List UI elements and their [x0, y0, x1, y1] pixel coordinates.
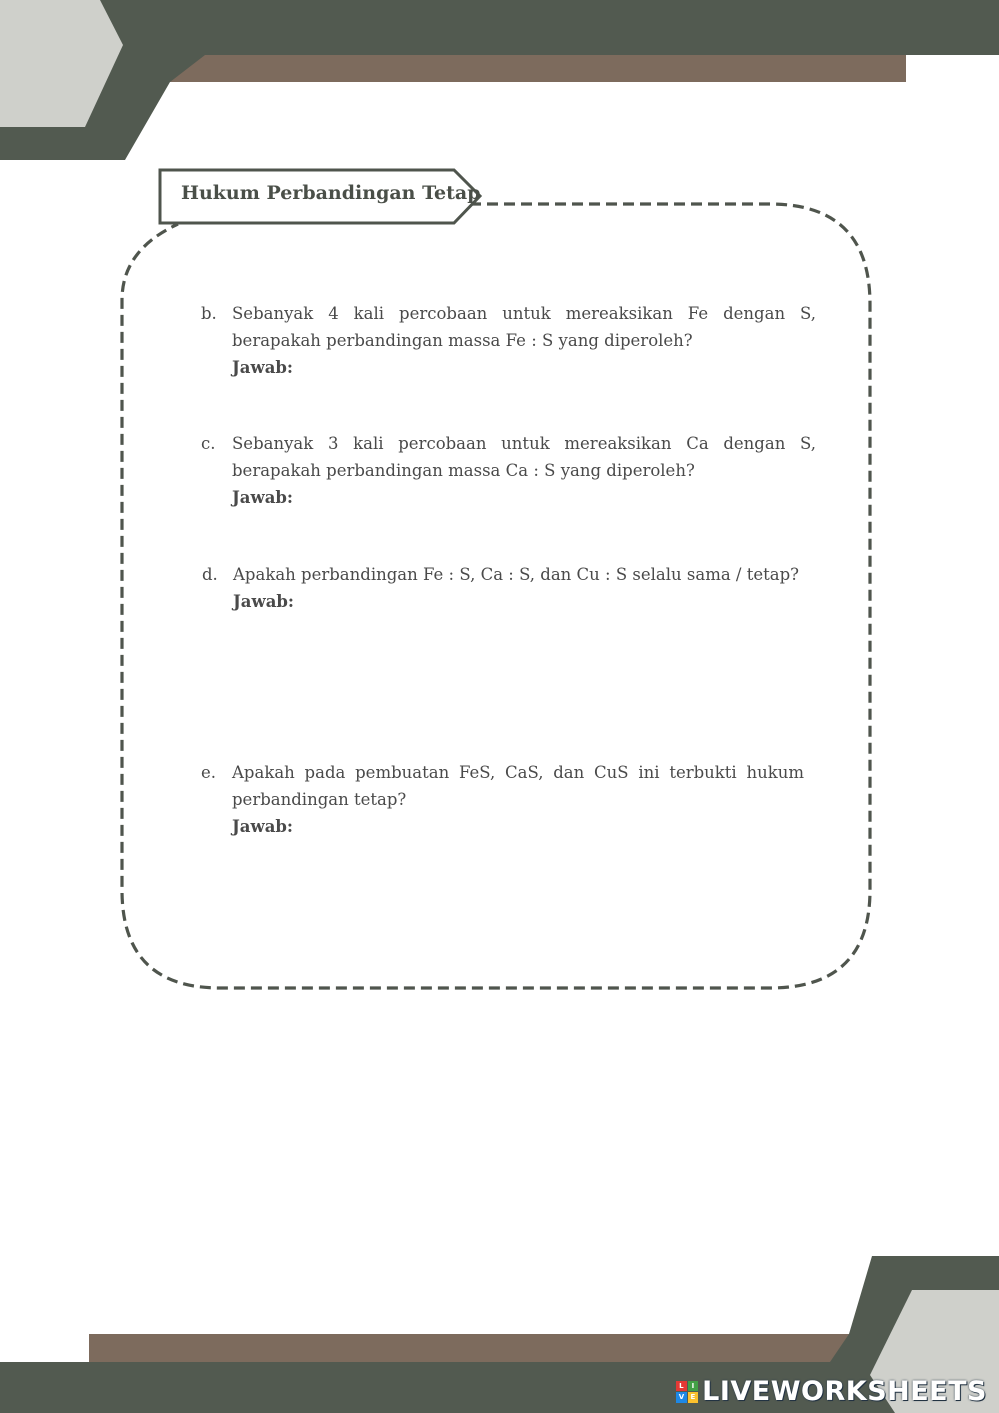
answer-label: Jawab:	[232, 358, 294, 377]
logo-letter: V	[676, 1392, 687, 1403]
question-c	[201, 430, 816, 511]
top-brown-bar	[170, 55, 906, 82]
logo-letter: I	[688, 1381, 699, 1392]
question-letter: c.	[201, 434, 216, 453]
answer-label: Jawab:	[232, 488, 294, 507]
question-letter: e.	[201, 763, 217, 782]
question-letter: d.	[202, 565, 218, 584]
logo-letter: L	[676, 1381, 687, 1392]
answer-label: Jawab:	[233, 592, 295, 611]
top-dark-bar	[150, 0, 999, 55]
bottom-brown-bar	[89, 1334, 849, 1362]
liveworksheets-logo-icon	[676, 1381, 698, 1403]
question-text: Apakah perbandingan Fe : S, Ca : S, dan Cu : S selalu sama / tetap?	[233, 565, 800, 584]
question-text: Sebanyak 3 kali percobaan untuk mereaksikan Ca dengan S, berapakah perbandingan massa Ca : S yang diperoleh?	[232, 434, 816, 480]
question-text: Apakah pada pembuatan FeS, CaS, dan CuS ini terbukti hukum perbandingan tetap?	[232, 763, 804, 809]
question-e	[201, 759, 804, 840]
question-text: Sebanyak 4 kali percobaan untuk mereaksikan Fe dengan S, berapakah perbandingan massa Fe : S yang diperoleh?	[232, 304, 816, 350]
logo-letter: E	[688, 1392, 699, 1403]
question-d	[202, 561, 817, 615]
section-title: Hukum Perbandingan Tetap	[181, 182, 481, 204]
watermark-text: LIVEWORKSHEETS	[702, 1376, 987, 1407]
question-b	[201, 300, 816, 381]
liveworksheets-watermark[interactable]	[676, 1376, 987, 1407]
question-letter: b.	[201, 304, 217, 323]
answer-label: Jawab:	[232, 817, 294, 836]
